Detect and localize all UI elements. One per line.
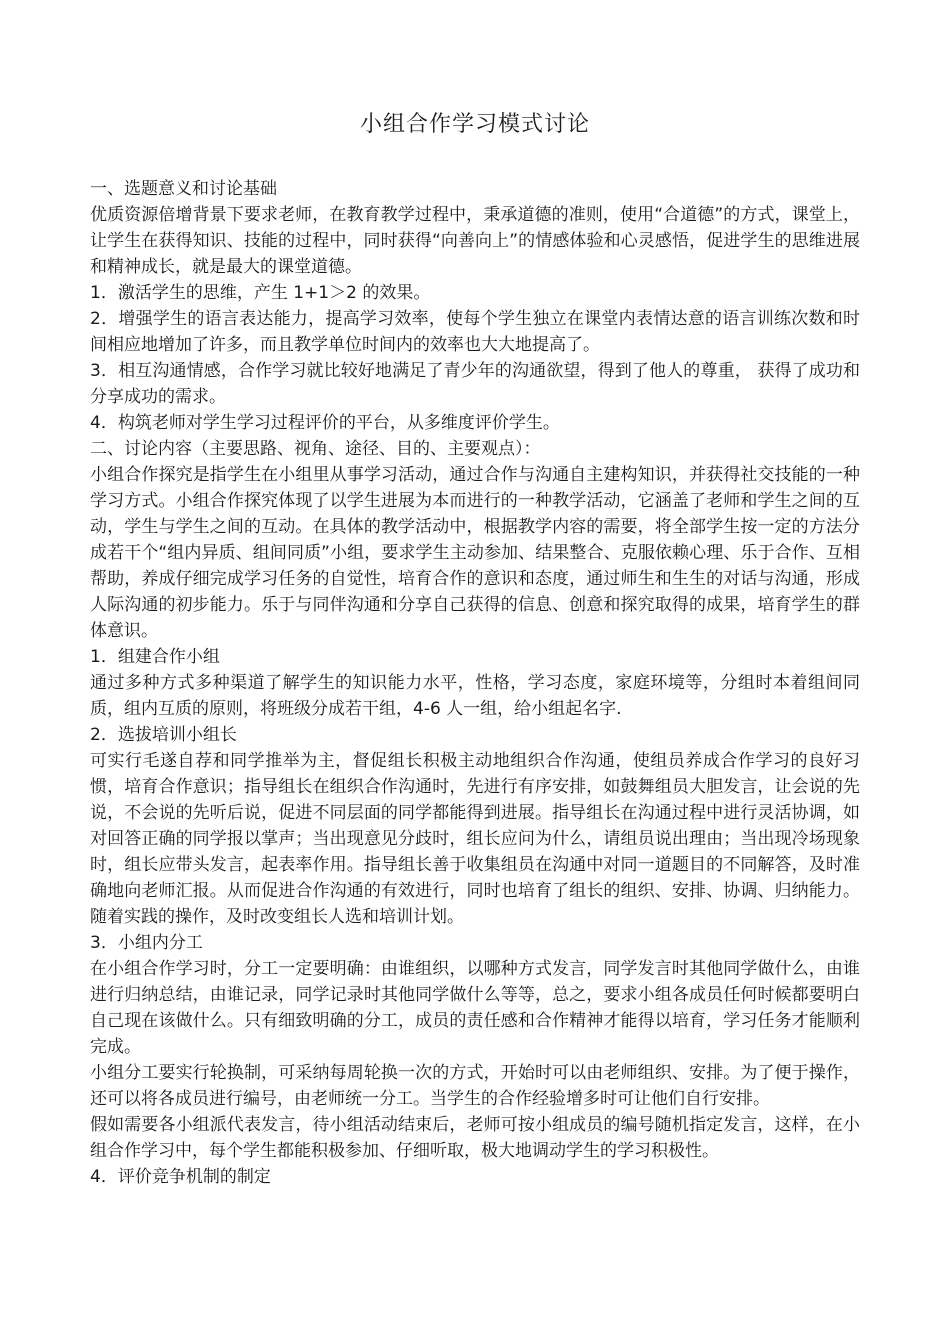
subheading: 1．组建合作小组 [90,647,220,667]
paragraph: 小组分工要实行轮换制，可采纳每周轮换一次的方式，开始时可以由老师组织、安排。为了便于操作，还可以将各成员进行编号，由老师统一分工。当学生的合作经验增多时可让他们自行安排。 [90,1063,860,1109]
section-heading-1: 一、选题意义和讨论基础 [90,179,277,199]
document-body [90,176,860,1190]
list-item: 3．相互沟通情感，合作学习就比较好地满足了青少年的沟通欲望，得到了他人的尊重， 获得了成功和分享成功的需求。 [90,361,860,407]
section-heading-2: 二、讨论内容（主要思路、视角、途径、目的、主要观点）： [90,439,541,459]
paragraph: 可实行毛遂自荐和同学推举为主，督促组长积极主动地组织合作沟通，使组员养成合作学习的良好习惯，培育合作意识；指导组长在组织合作沟通时，先进行有序安排，如鼓舞组员大胆发言，让会说的先说，不会说的先听后说，促进不同层面的同学都能得到进展。指导组长在沟通过程中进行灵活协调，如对回答正确的同学报以掌声；当出现意见分歧时，组长应问为什么，请组员说出理由；当出现冷场现象时，组长应带头发言，起表率作用。指导组长善于收集组员在沟通中对同一道题目的不同解答，及时准确地向老师汇报。从而促进合作沟通的有效进行，同时也培育了组长的组织、安排、协调、归纳能力。随着实践的操作，及时改变组长人选和培训计划。 [90,751,860,927]
paragraph: 优质资源倍增背景下要求老师，在教育教学过程中，秉承道德的准则，使用“合道德”的方式，课堂上，让学生在获得知识、技能的过程中，同时获得“向善向上”的情感体验和心灵感悟，促进学生的思维进展和精神成长，就是最大的课堂道德。 [90,205,860,277]
list-item: 2．增强学生的语言表达能力，提高学习效率，使每个学生独立在课堂内表情达意的语言训练次数和时间相应地增加了许多，而且教学单位时间内的效率也大大地提高了。 [90,309,860,355]
subheading: 2．选拔培训小组长 [90,725,237,745]
list-item: 4．构筑老师对学生学习过程评价的平台，从多维度评价学生。 [90,413,560,433]
paragraph: 小组合作探究是指学生在小组里从事学习活动，通过合作与沟通自主建构知识，并获得社交技能的一种学习方式。小组合作探究体现了以学生进展为本而进行的一种教学活动，它涵盖了老师和学生之间的互动，学生与学生之间的互动。在具体的教学活动中，根据教学内容的需要，将全部学生按一定的方法分成若干个“组内异质、组间同质”小组，要求学生主动参加、结果整合、克服依赖心理、乐于合作、互相帮助，养成仔细完成学习任务的自觉性，培育合作的意识和态度，通过师生和生生的对话与沟通，形成人际沟通的初步能力。乐于与同伴沟通和分享自己获得的信息、创意和探究取得的成果，培育学生的群体意识。 [90,465,860,641]
list-item: 1．激活学生的思维，产生 1+1＞2 的效果。 [90,283,431,303]
document-title: 小组合作学习模式讨论 [359,112,590,137]
paragraph: 假如需要各小组派代表发言，待小组活动结束后，老师可按小组成员的编号随机指定发言，这样，在小组合作学习中，每个学生都能积极参加、仔细听取，极大地调动学生的学习积极性。 [90,1115,860,1161]
subheading: 3．小组内分工 [90,933,203,953]
subheading: 4．评价竞争机制的制定 [90,1167,271,1187]
paragraph: 在小组合作学习时，分工一定要明确：由谁组织，以哪种方式发言，同学发言时其他同学做什么，由谁进行归纳总结，由谁记录，同学记录时其他同学做什么等等，总之，要求小组各成员任何时候都要明白自己现在该做什么。只有细致明确的分工，成员的责任感和合作精神才能得以培育，学习任务才能顺利完成。 [90,959,860,1057]
paragraph: 通过多种方式多种渠道了解学生的知识能力水平，性格，学习态度，家庭环境等，分组时本着组间同质，组内互质的原则，将班级分成若干组，4-6 人一组，给小组起名字. [90,673,860,719]
